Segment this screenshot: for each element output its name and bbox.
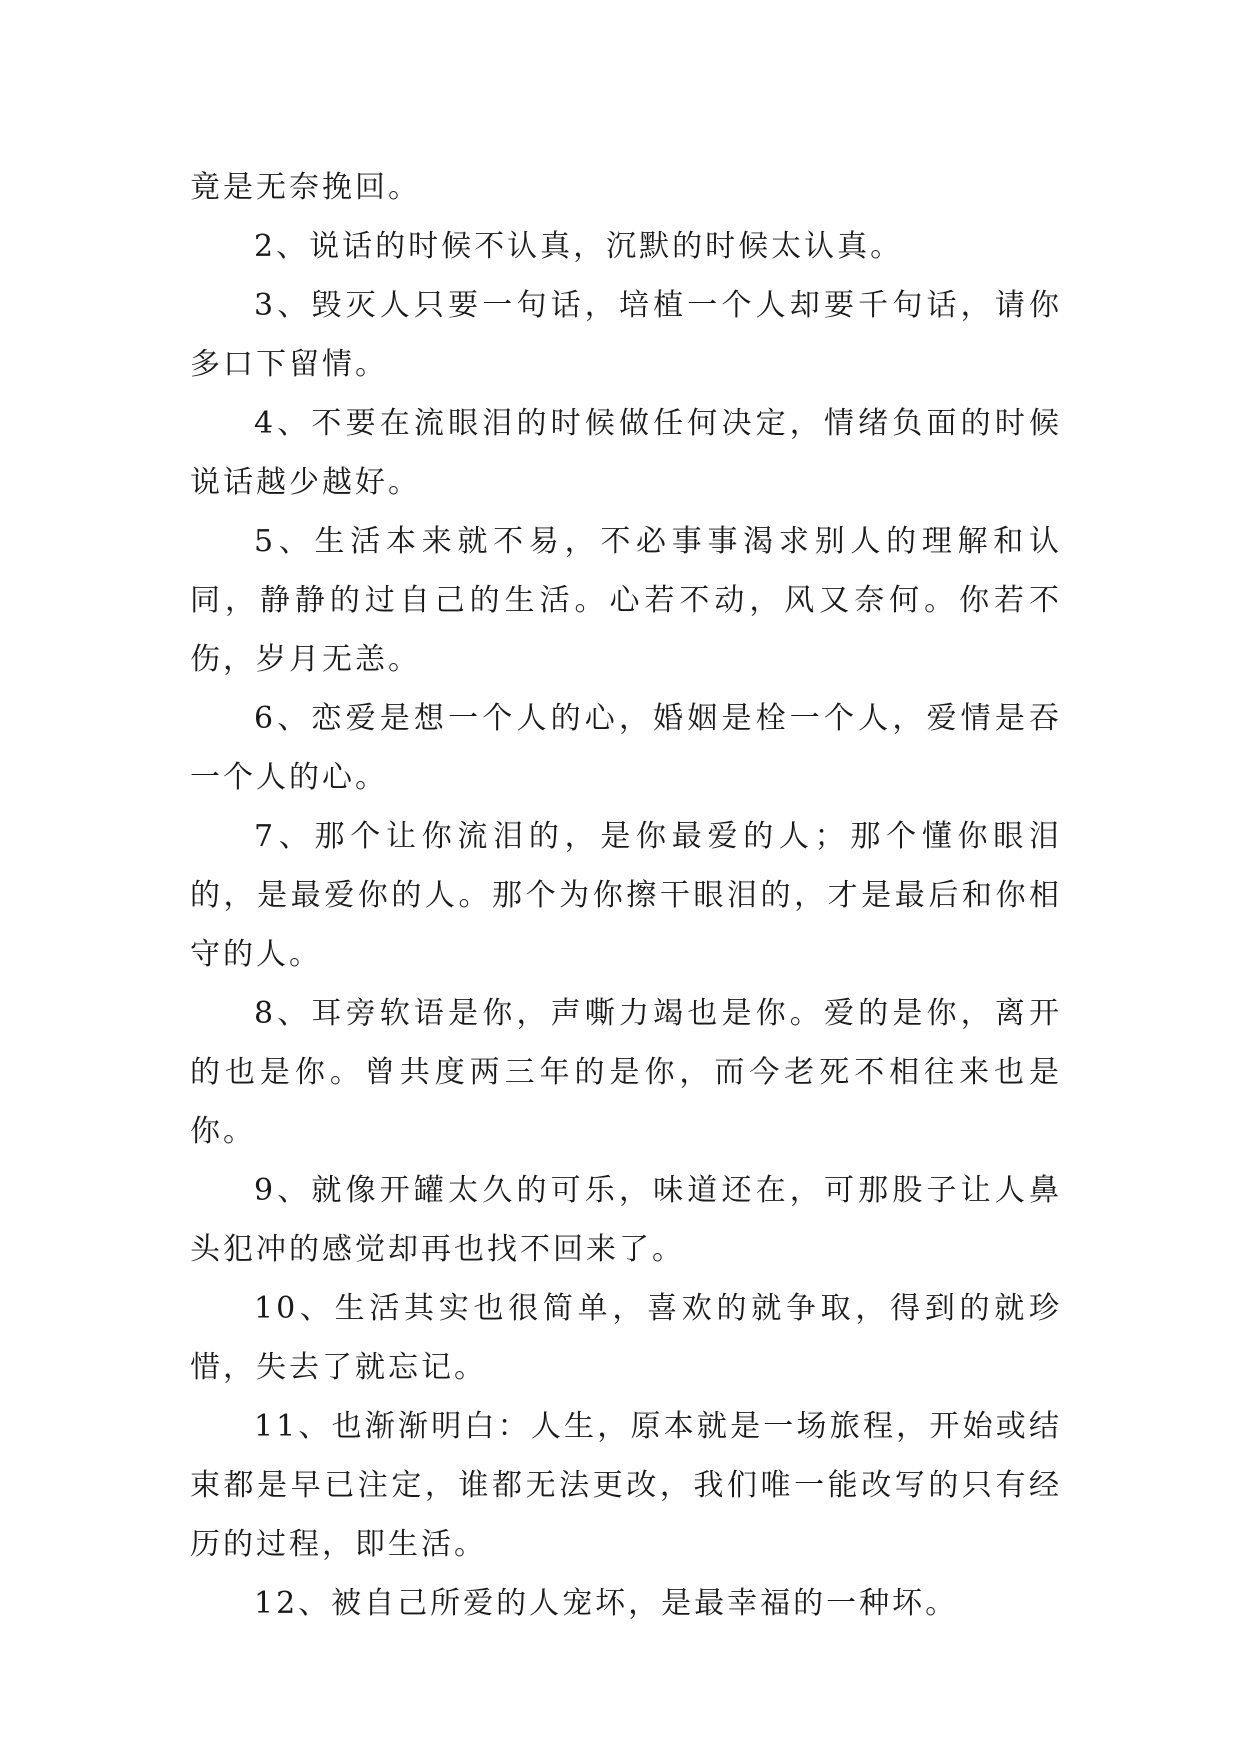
document-body: [190, 158, 1062, 1633]
paragraph-item-12: 12、被自己所爱的人宠坏，是最幸福的一种坏。: [254, 1586, 959, 1621]
paragraph-item-9: 9、就像开罐太久的可乐，味道还在，可那股子让人鼻头犯冲的感觉却再也找不回来了。: [190, 1173, 1062, 1267]
paragraph-item-11: 11、也渐渐明白：人生，原本就是一场旅程，开始或结束都是早已注定，谁都无法更改，我们唯一能改写的只有经历的过程，即生活。: [190, 1409, 1062, 1562]
paragraph-item-5: 5、生活本来就不易，不必事事渴求别人的理解和认同，静静的过自己的生活。心若不动，风又奈何。你若不伤，岁月无恙。: [190, 524, 1062, 677]
paragraph-item-2: 2、说话的时候不认真，沉默的时候太认真。: [254, 229, 904, 264]
paragraph-item-4: 4、不要在流眼泪的时候做任何决定，情绪负面的时候说话越少越好。: [190, 406, 1062, 500]
paragraph-item-10: 10、生活其实也很简单，喜欢的就争取，得到的就珍惜，失去了就忘记。: [190, 1291, 1062, 1385]
paragraph-item-6: 6、恋爱是想一个人的心，婚姻是栓一个人，爱情是吞一个人的心。: [190, 701, 1062, 795]
paragraph-continuation: 竟是无奈挽回。: [190, 170, 421, 205]
paragraph-item-7: 7、那个让你流泪的，是你最爱的人；那个懂你眼泪的，是最爱你的人。那个为你擦干眼泪的，才是最后和你相守的人。: [190, 819, 1062, 972]
paragraph-item-3: 3、毁灭人只要一句话，培植一个人却要千句话，请你多口下留情。: [190, 288, 1062, 382]
paragraph-item-8: 8、耳旁软语是你，声嘶力竭也是你。爱的是你，离开的也是你。曾共度两三年的是你，而今老死不相往来也是你。: [190, 996, 1062, 1149]
